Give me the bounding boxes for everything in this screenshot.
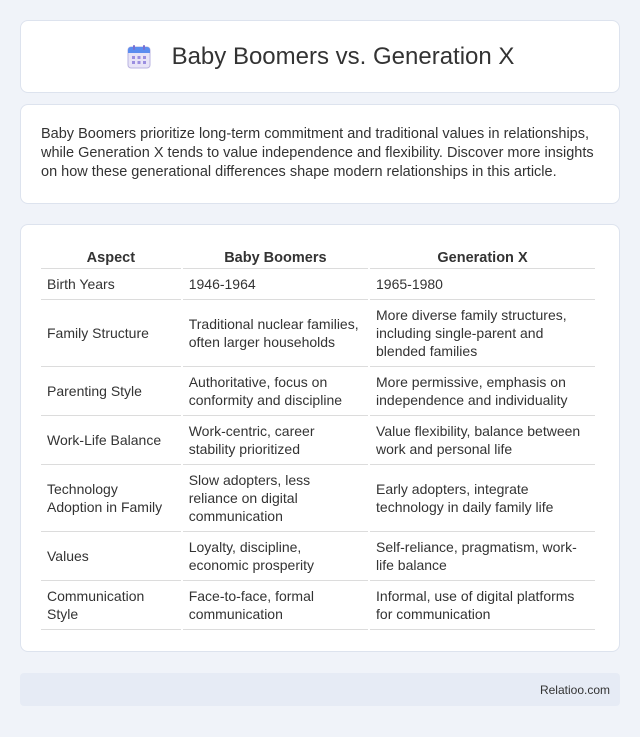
row-genx: Value flexibility, balance between work and personal life [370, 416, 595, 465]
table-row [41, 532, 595, 581]
row-boomers: Work-centric, career stability prioritized [183, 416, 368, 465]
row-aspect: Work-Life Balance [41, 416, 181, 465]
row-aspect: Family Structure [41, 300, 181, 367]
row-boomers: Loyalty, discipline, economic prosperity [183, 532, 368, 581]
title-card [20, 20, 620, 93]
header-aspect: Aspect [41, 243, 181, 269]
row-aspect: Birth Years [41, 269, 181, 300]
row-boomers: 1946-1964 [183, 269, 368, 300]
row-aspect: Technology Adoption in Family [41, 465, 181, 532]
row-genx: Informal, use of digital platforms for communication [370, 581, 595, 630]
table-row [41, 416, 595, 465]
page-title: Baby Boomers vs. Generation X [171, 42, 515, 70]
row-aspect: Communication Style [41, 581, 181, 630]
footer-site-name[interactable]: Relatioo.com [539, 682, 610, 697]
intro-text: Baby Boomers prioritize long-term commitment and traditional values in relationships, while Generation X tends to value independence and flexibility. Discover more insights on how these generational differences shape modern relationships in this article. [41, 126, 594, 180]
row-boomers: Face-to-face, formal communication [183, 581, 368, 630]
header-generation-x: Generation X [370, 243, 595, 269]
row-boomers: Slow adopters, less reliance on digital communication [183, 465, 368, 532]
calendar-icon [126, 44, 152, 70]
table-row [41, 465, 595, 532]
table-row [41, 269, 595, 300]
table-header-row [41, 243, 595, 269]
row-boomers: Traditional nuclear families, often larger households [183, 300, 368, 367]
row-genx: 1965-1980 [370, 269, 595, 300]
table-row [41, 367, 595, 416]
row-genx: More diverse family structures, including single-parent and blended families [370, 300, 595, 367]
row-boomers: Authoritative, focus on conformity and discipline [183, 367, 368, 416]
row-genx: More permissive, emphasis on independence and individuality [370, 367, 595, 416]
row-genx: Self-reliance, pragmatism, work-life balance [370, 532, 595, 581]
table-row [41, 300, 595, 367]
table-row [41, 581, 595, 630]
row-aspect: Parenting Style [41, 367, 181, 416]
intro-card [20, 104, 620, 204]
comparison-table [39, 243, 597, 630]
comparison-table-card [20, 224, 620, 652]
footer [20, 673, 620, 706]
header-baby-boomers: Baby Boomers [183, 243, 368, 269]
row-aspect: Values [41, 532, 181, 581]
row-genx: Early adopters, integrate technology in daily family life [370, 465, 595, 532]
